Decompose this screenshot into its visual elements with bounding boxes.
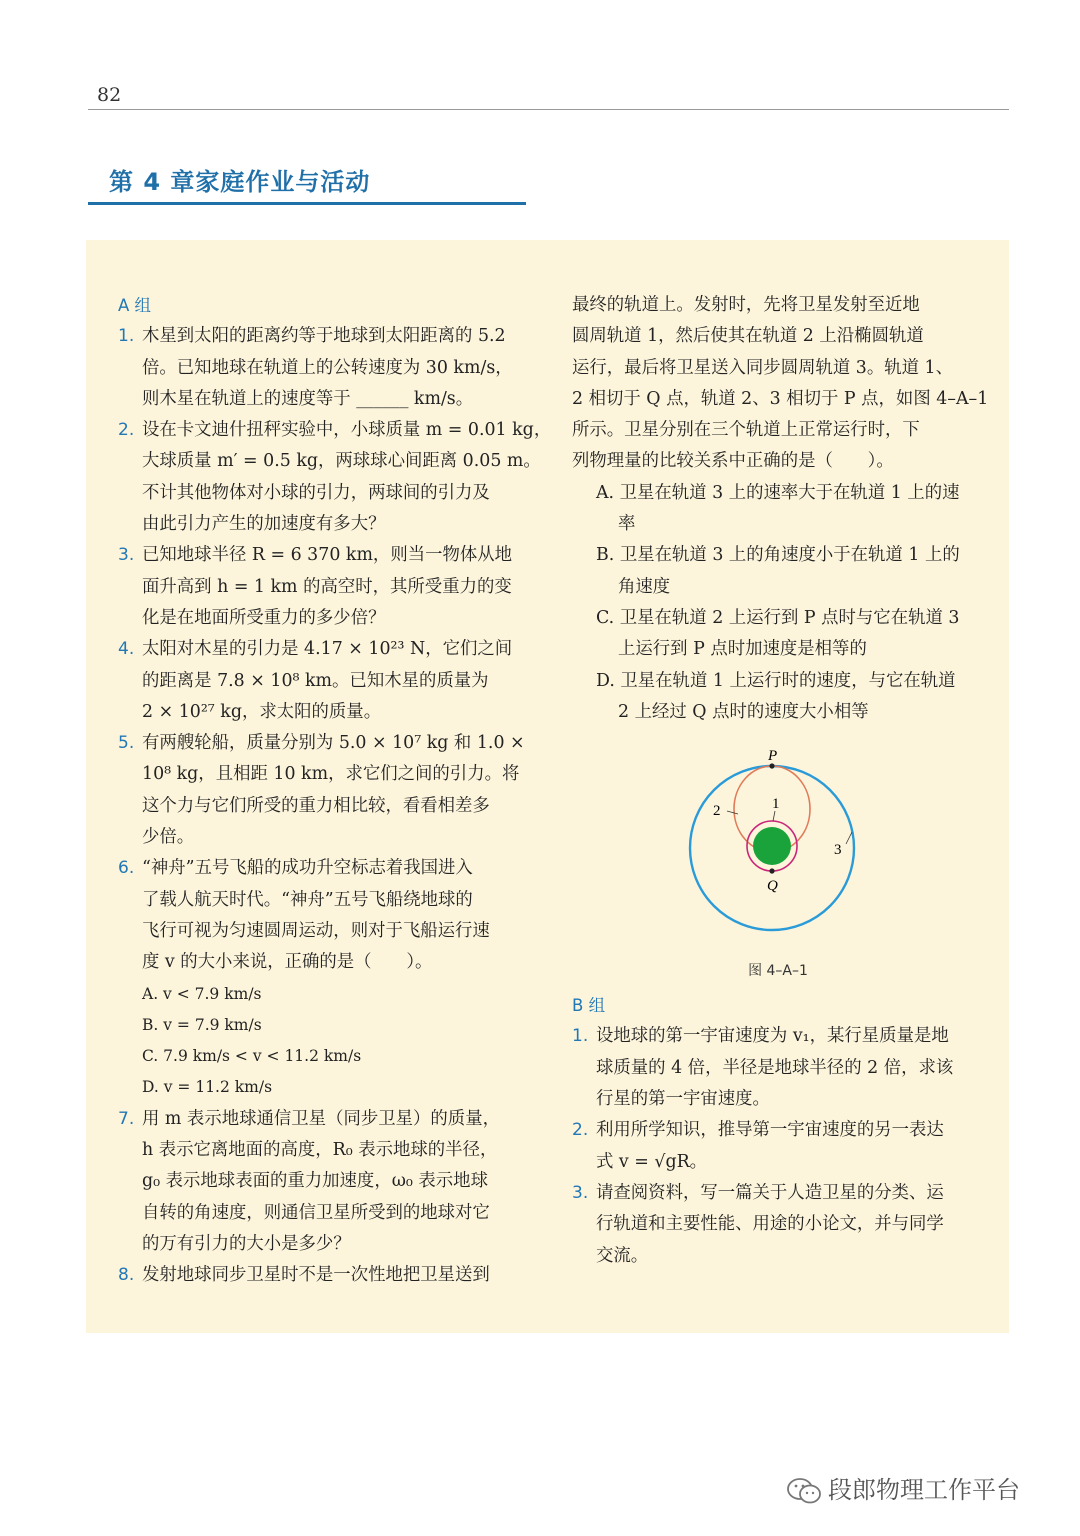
question-line: 交流。 [596,1245,649,1266]
question-line: 列物理量的比较关系中正确的是（ ）。 [572,451,894,472]
option-line: D. 卫星在轨道 1 上运行时的速度，与它在轨道 [596,670,956,691]
label-q: Q [767,878,778,895]
question-line: 则木星在轨道上的速度等于 ______ km/s。 [142,388,474,409]
option-a [572,478,984,541]
question-number: 2. [572,1120,589,1141]
option-a: A. v < 7.9 km/s [142,984,262,1003]
question-line: 最终的轨道上。发射时，先将卫星发射至近地 [572,295,920,315]
question-a5 [118,728,528,853]
question-line: 不计其他物体对小球的引力，两球间的引力及 [142,482,490,503]
orbit-diagram [682,748,882,948]
point-q [769,869,774,874]
question-b1 [572,1021,984,1115]
option-d [572,666,984,729]
question-line: 面升高到 h = 1 km 的高空时，其所受重力的变 [142,576,512,597]
question-line: g₀ 表示地球表面的重力加速度，ω₀ 表示地球 [142,1171,488,1192]
question-a1 [118,321,528,415]
question-line: 所示。卫星分别在三个轨道上正常运行时，下 [572,420,920,441]
question-line: 大球质量 m′ = 0.5 kg，两球球心间距离 0.05 m。 [142,451,541,472]
question-a6 [118,853,528,978]
question-line: 了载人航天时代。“神舟”五号飞船绕地球的 [142,889,473,910]
group-a-heading: A 组 [118,296,152,315]
page-number: 82 [97,84,122,106]
header-rule [88,109,1009,110]
question-line: 式 v = √gR。 [596,1151,708,1172]
question-line: 行星的第一宇宙速度。 [596,1089,770,1110]
question-a3 [118,540,528,634]
question-line: 2 相切于 Q 点，轨道 2、3 相切于 P 点，如图 4–A–1 [572,388,989,409]
option-line: C. 卫星在轨道 2 上运行到 P 点时与它在轨道 3 [596,607,960,628]
watermark-text: 段郎物理工作平台 [828,1476,1020,1504]
question-line: 的万有引力的大小是多少？ [142,1233,351,1254]
question-number: 7. [118,1108,135,1129]
question-line: 自转的角速度，则通信卫星所受到的地球对它 [142,1202,490,1223]
earth [753,827,791,865]
option-line: B. 卫星在轨道 3 上的角速度小于在轨道 1 上的 [596,545,960,566]
option-c [572,603,984,666]
label-p: P [768,748,778,765]
question-line: 太阳对木星的引力是 4.17 × 10²³ N，它们之间 [142,639,513,660]
chapter-title: 第 4 章家庭作业与活动 [109,168,371,196]
question-a4 [118,634,528,728]
question-line: “神舟”五号飞船的成功升空标志着我国进入 [142,858,473,879]
question-line: 用 m 表示地球通信卫星（同步卫星）的质量， [142,1108,500,1129]
watermark [786,1470,1020,1506]
question-number: 3. [572,1182,589,1203]
question-line: 倍。已知地球在轨道上的公转速度为 30 km/s， [142,357,513,378]
option-line: 上运行到 P 点时加速度是相等的 [618,639,867,660]
title-underline [88,202,526,205]
question-line: 10⁸ kg，且相距 10 km，求它们之间的引力。将 [142,764,520,785]
question-number: 4. [118,639,135,660]
group-b-heading: B 组 [572,996,606,1016]
question-a2 [118,415,552,540]
question-a8 [118,1260,528,1291]
option-b: B. v = 7.9 km/s [142,1015,262,1034]
question-line: 设地球的第一宇宙速度为 v₁，某行星质量是地 [596,1026,949,1047]
leader-line-3 [846,832,852,844]
label-3: 3 [834,842,842,859]
question-line: 木星到太阳的距离约等于地球到太阳距离的 5.2 [142,326,506,347]
point-p [769,764,774,769]
leader-line-1 [773,811,775,821]
left-column [118,290,552,1292]
question-line: 由此引力产生的加速度有多大？ [142,514,386,535]
question-number: 1. [572,1026,589,1047]
right-column [572,290,989,1272]
option-b [572,540,984,603]
option-d: D. v = 11.2 km/s [142,1078,273,1097]
question-line: 设在卡文迪什扭秤实验中，小球质量 m = 0.01 kg， [142,420,552,441]
orbit-figure [572,748,984,990]
option-line: A. 卫星在轨道 3 上的速率大于在轨道 1 上的速 [596,482,960,503]
question-line: 圆周轨道 1，然后使其在轨道 2 上沿椭圆轨道 [572,326,924,347]
option-line: 角速度 [618,576,671,597]
question-a7 [118,1104,528,1260]
question-number: 2. [118,420,135,441]
question-b3 [572,1178,984,1272]
figure-caption: 图 4–A–1 [748,963,808,980]
question-line: 发射地球同步卫星时不是一次性地把卫星送到 [142,1265,490,1286]
question-line: 已知地球半径 R = 6 370 km，则当一物体从地 [142,545,513,566]
option-c: C. 7.9 km/s < v < 11.2 km/s [142,1047,362,1066]
question-line: 度 v 的大小来说，正确的是（ ）。 [142,952,433,973]
question-line: 请查阅资料，写一篇关于人造卫星的分类、运 [596,1182,944,1203]
option-line: 2 上经过 Q 点时的速度大小相等 [618,701,869,722]
wechat-icon [786,1476,822,1506]
question-line: 这个力与它们所受的重力相比较，看看相差多 [142,795,490,816]
question-line: 2 × 10²⁷ kg，求太阳的质量。 [142,701,382,722]
question-number: 1. [118,326,135,347]
option-line: 率 [618,514,636,535]
question-number: 3. [118,545,135,566]
question-line: h 表示它离地面的高度，R₀ 表示地球的半径， [142,1140,498,1161]
question-line: 运行，最后将卫星送入同步圆周轨道 3。轨道 1、 [572,357,953,378]
question-line: 行轨道和主要性能、用途的小论文，并与同学 [596,1214,944,1235]
question-line: 球质量的 4 倍，半径是地球半径的 2 倍，求该 [596,1057,954,1078]
leader-line-2 [727,811,738,814]
question-line: 的距离是 7.8 × 10⁸ km。已知木星的质量为 [142,670,489,691]
question-line: 少倍。 [142,827,195,848]
question-number: 5. [118,733,135,754]
question-line: 利用所学知识，推导第一宇宙速度的另一表达 [596,1120,944,1141]
question-line: 飞行可视为匀速圆周运动，则对于飞船运行速 [142,920,490,941]
label-2: 2 [713,803,721,820]
label-1: 1 [772,796,780,813]
question-line: 有两艘轮船，质量分别为 5.0 × 10⁷ kg 和 1.0 × [142,733,525,754]
question-line: 化是在地面所受重力的多少倍？ [142,607,386,628]
question-b2 [572,1115,984,1178]
question-number: 8. [118,1265,135,1286]
question-number: 6. [118,858,135,879]
